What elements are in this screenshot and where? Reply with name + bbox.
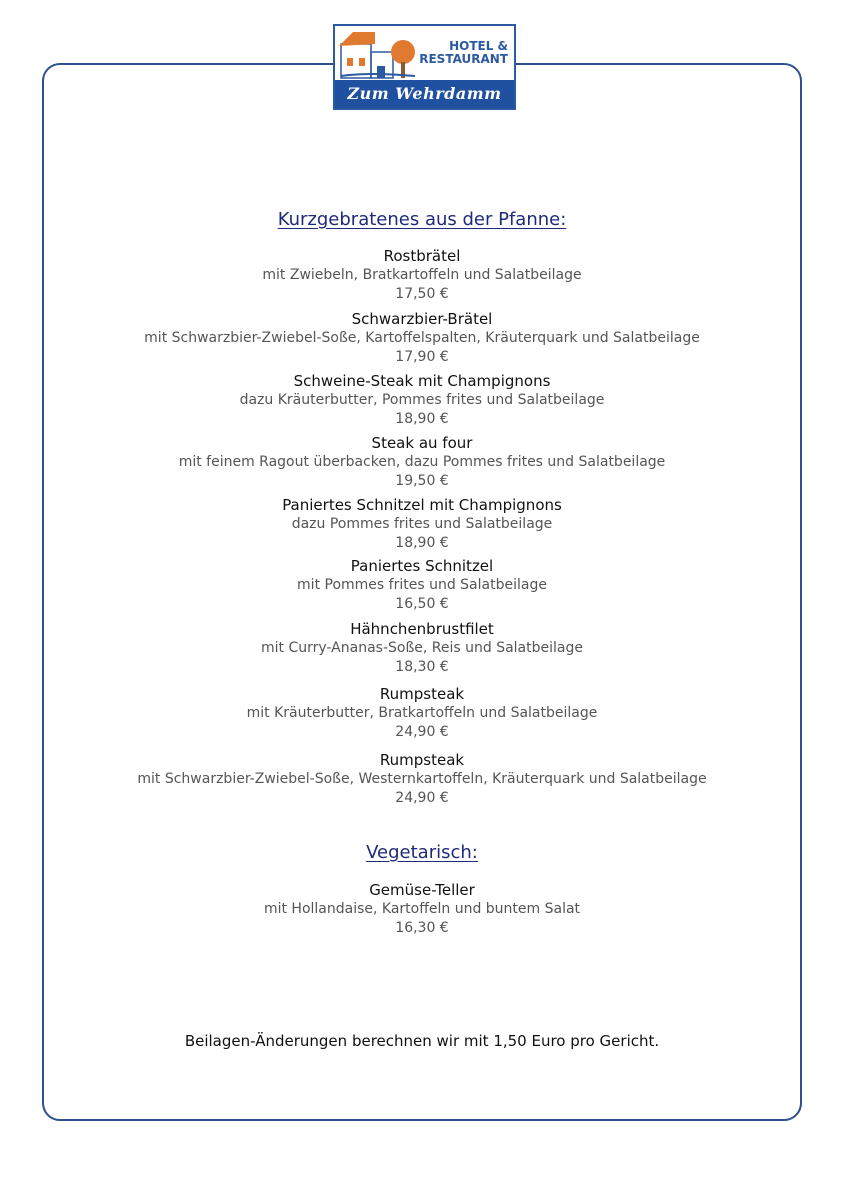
menu-item [44, 620, 800, 677]
item-desc: mit Schwarzbier-Zwiebel-Soße, Westernkartoffeln, Kräuterquark und Salatbeilage [137, 771, 707, 787]
item-name: Schweine-Steak mit Champignons [293, 372, 551, 390]
section-title-vegetarian: Vegetarisch: [366, 842, 478, 863]
menu-item [44, 310, 800, 367]
item-price: 17,90 € [395, 349, 449, 365]
item-price: 18,90 € [395, 535, 449, 551]
item-desc: mit feinem Ragout überbacken, dazu Pommes frites und Salatbeilage [178, 454, 666, 470]
logo-hotel-line1: HOTEL & [449, 39, 508, 53]
item-price: 19,50 € [395, 473, 449, 489]
item-name: Rumpsteak [379, 685, 465, 703]
item-desc: mit Schwarzbier-Zwiebel-Soße, Kartoffelspalten, Kräuterquark und Salatbeilage [144, 330, 700, 346]
item-price: 17,50 € [395, 286, 449, 302]
item-name: Steak au four [371, 434, 473, 452]
item-price: 24,90 € [395, 724, 449, 740]
logo-hotel-line2: RESTAURANT [419, 52, 508, 66]
item-desc: dazu Pommes frites und Salatbeilage [291, 516, 553, 532]
menu-item [44, 557, 800, 614]
menu-item [44, 247, 800, 304]
menu-item [44, 751, 800, 808]
item-name: Paniertes Schnitzel [350, 557, 494, 575]
footer-note: Beilagen-Änderungen berechnen wir mit 1,50 Euro pro Gericht. [184, 1032, 660, 1050]
item-desc: mit Pommes frites und Salatbeilage [297, 577, 547, 593]
item-name: Gemüse-Teller [369, 881, 475, 899]
item-name: Hähnchenbrustfilet [350, 620, 494, 638]
item-desc: mit Hollandaise, Kartoffeln und buntem Salat [263, 901, 581, 917]
item-name: Rostbrätel [383, 247, 461, 265]
house-tree-icon [339, 30, 417, 80]
item-price: 18,90 € [395, 411, 449, 427]
menu-item [44, 685, 800, 742]
logo-name: Zum Wehrdamm [335, 80, 514, 108]
item-price: 16,30 € [395, 920, 449, 936]
logo-top [335, 26, 514, 82]
menu-item [44, 881, 800, 938]
item-name: Schwarzbier-Brätel [351, 310, 493, 328]
menu-item [44, 496, 800, 553]
section-title-pan: Kurzgebratenes aus der Pfanne: [277, 209, 567, 230]
item-desc: mit Zwiebeln, Bratkartoffeln und Salatbeilage [262, 267, 582, 283]
item-desc: dazu Kräuterbutter, Pommes frites und Salatbeilage [239, 392, 605, 408]
menu-item [44, 434, 800, 491]
menu-item [44, 372, 800, 429]
hotel-logo [333, 24, 516, 110]
logo-hotel-text [419, 40, 508, 66]
item-price: 18,30 € [395, 659, 449, 675]
item-price: 16,50 € [395, 596, 449, 612]
item-name: Rumpsteak [379, 751, 465, 769]
item-desc: mit Kräuterbutter, Bratkartoffeln und Salatbeilage [246, 705, 598, 721]
item-price: 24,90 € [395, 790, 449, 806]
item-name: Paniertes Schnitzel mit Champignons [282, 496, 562, 514]
item-desc: mit Curry-Ananas-Soße, Reis und Salatbeilage [261, 640, 583, 656]
